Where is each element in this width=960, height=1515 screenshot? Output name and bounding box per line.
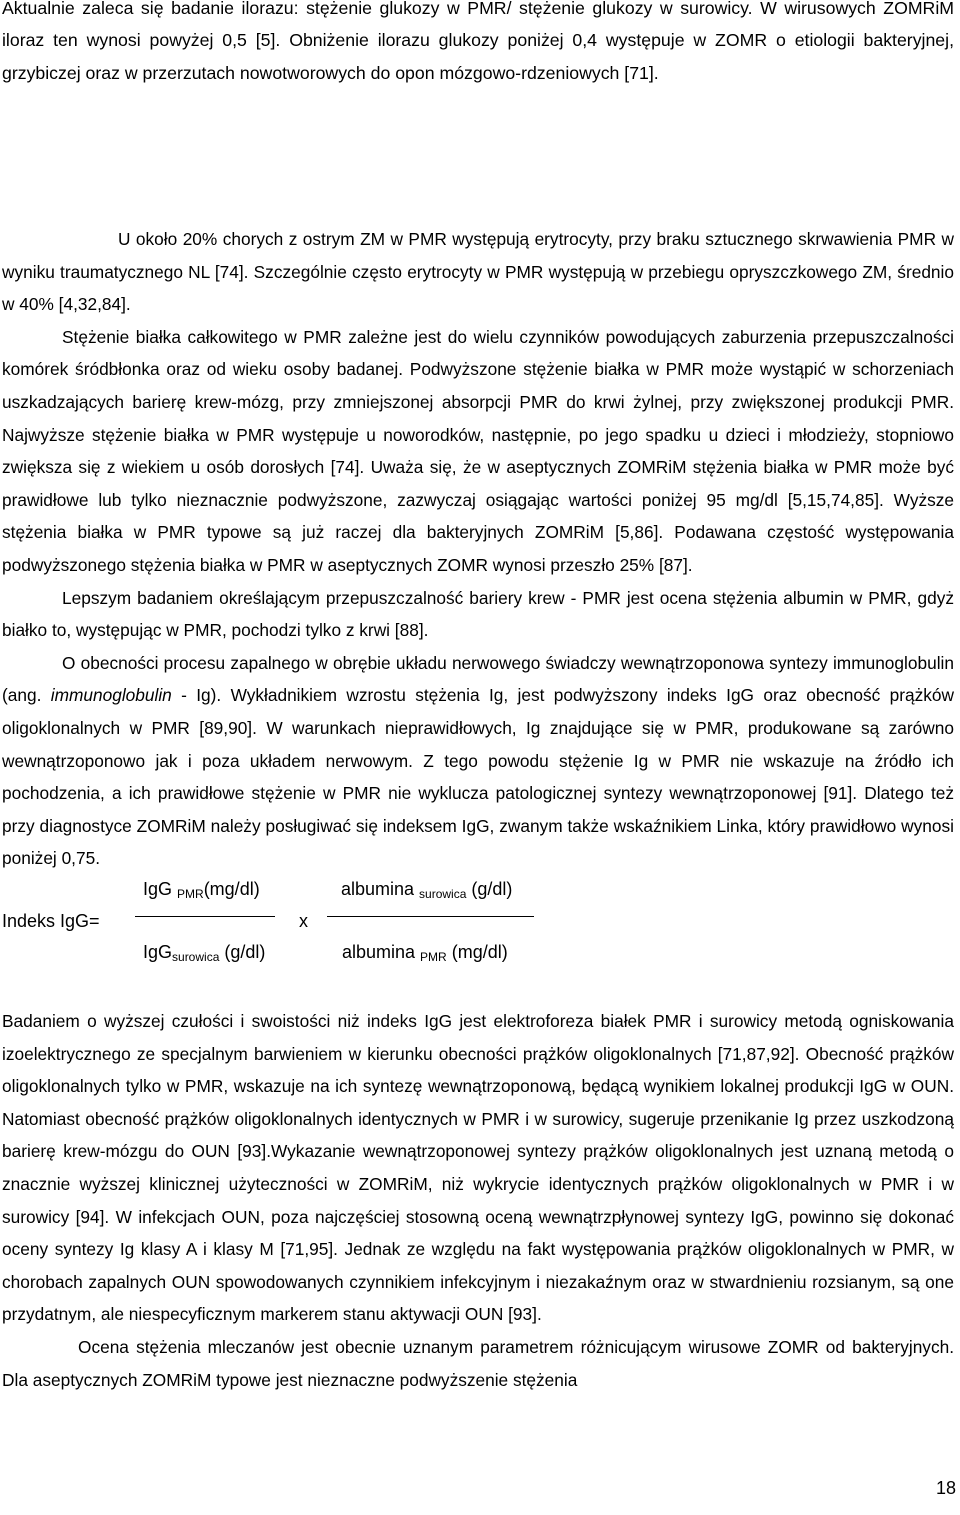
num2-unit: (g/dl) <box>466 879 513 899</box>
paragraph-albumin: Lepszym badaniem określającym przepuszczalność bariery krew - PMR jest ocena stężenia albumin w PMR, gdyż białko to, występując w PMR, pochodzi tylko z krwi [88]. <box>2 587 954 641</box>
formula-label: Indeks IgG= <box>2 911 100 931</box>
den2-unit: (mg/dl) <box>446 942 508 962</box>
num1-unit: (mg/dl) <box>203 879 260 899</box>
p5-end: - Ig). Wykładnikiem wzrostu stężenia Ig, jest podwyższony indeks IgG oraz obecność prążków oligoklonalnych w PMR [89,90]. W warunkach nieprawidłowych, Ig znajdujące się w PMR, produkowane są zarówno wewnątrzoponowo jak i poza układem nerwowym. Z tego powodu stężenie Ig w PMR nie wskazuje na źródło ich pochodzenia, a ich prawidłowe stężenie w PMR nie wyklucza patologicznej syntezy wewnątrzoponowej [91]. Dlatego też przy diagnostyce ZOMRiM należy posługiwać się indeksem IgG, zwanym także wskaźnikiem Linka, który prawidłowo wynosi poniżej 0,75. <box>2 685 954 869</box>
paragraph-glucose-ratio: Aktualnie zaleca się badanie ilorazu: stężenie glukozy w PMR/ stężenie glukozy w surowicy. W wirusowych ZOMRiM iloraz ten wynosi powyżej 0,5 [5]. Obniżenie ilorazu glukozy poniżej 0,4 występuje w ZOMR o etiologii bakteryjnej, grzybiczej oraz w przerzutach nowotworowych do opon mózgowo-rdzeniowych [71]. <box>2 0 954 83</box>
formula-numerator-2 <box>341 879 512 900</box>
fraction-line-1 <box>135 916 275 917</box>
p5-italic-term: immunoglobulin <box>50 685 172 706</box>
p5-start: O obecności procesu zapalnego w obrębie układu nerwowego świadczy wewnątrzoponowa syntezy immunoglobulin (ang. <box>2 652 954 706</box>
paragraph-total-protein: Stężenie białka całkowitego w PMR zależne jest do wielu czynników powodujących zaburzenia przepuszczalności komórek śródbłonka oraz od wieku osoby badanej. Podwyższone stężenie białka w PMR może wystąpić w schorzeniach uszkadzających barierę krew-mózg, przy zmniejszonej absorpcji PMR do krwi żylnej, przy zwiększonej produkcji PMR. Najwyższe stężenie białka w PMR występuje u noworodków, następnie, po jego spadku u dzieci i młodzieży, stopniowo zwiększa się z wiekiem u osób dorosłych [74]. Uważa się, że w aseptycznych ZOMRiM stężenia białka w PMR może być prawidłowe lub tylko nieznacznie podwyższone, zazwyczaj osiągając wartości poniżej 95 mg/dl [5,15,74,85]. Wyższe stężenia białka w PMR typowe są już raczej dla bakteryjnych ZOMRiM [5,86]. Podawana częstość występowania podwyższonego stężenia białka w PMR w aseptycznych ZOMR wynosi przeszło 25% [87]. <box>2 326 954 575</box>
formula-numerator-1 <box>143 879 260 900</box>
den1-unit: (g/dl) <box>219 942 266 962</box>
formula-denominator-2 <box>342 942 508 963</box>
formula-denominator-1 <box>143 942 265 963</box>
den1-sub: surowica <box>172 950 220 964</box>
paragraph-lactate: Ocena stężenia mleczanów jest obecnie uznanym parametrem różnicującym wirusowe ZOMR od bakteryjnych. Dla aseptycznych ZOMRiM typowe jest nieznaczne podwyższenie stężenia <box>2 1336 954 1390</box>
main-text-block-a <box>2 223 954 875</box>
num2-sub: surowica <box>419 887 467 901</box>
paragraph-erythrocytes: U około 20% chorych z ostrym ZM w PMR występują erytrocyty, przy braku sztucznego skrwawienia PMR w wyniku traumatycznego NL [74]. Szczególnie często erytrocyty w PMR występują w przebiegu opryszczkowego ZM, średnio w 40% [4,32,84]. <box>2 229 954 315</box>
num1-main: IgG <box>143 879 178 899</box>
page-number: 18 <box>935 1478 956 1498</box>
num1-sub: PMR <box>177 887 204 901</box>
fraction-line-2 <box>327 916 534 917</box>
igg-index-formula <box>0 874 960 974</box>
multiply-sign: x <box>299 911 308 931</box>
num2-main: albumina <box>341 879 420 899</box>
main-text-block-b <box>2 1005 954 1396</box>
den2-main: albumina <box>342 942 421 962</box>
paragraph-electrophoresis: Badaniem o wyższej czułości i swoistości niż indeks IgG jest elektroforeza białek PMR i surowicy metodą ogniskowania izoelektrycznego ze specjalnym barwieniem w kierunku obecności prążków oligoklonalnych [71,87,92]. Obecność prążków oligoklonalnych tylko w PMR, wskazuje na ich syntezę wewnątrzoponową, będącą wynikiem lokalnej produkcji IgG w OUN. Natomiast obecność prążków oligoklonalnych identycznych w PMR i w surowicy, sugeruje przenikanie Ig przez uszkodzoną barierę krew-mózgu do OUN [93].Wykazanie wewnątrzoponowej syntezy prążków oligoklonalnych jest uznaną metodą o znacznie wyższej klinicznej użyteczności w ZOMRiM, niż wykrycie identycznych prążków oligoklonalnych w PMR i w surowicy [94]. W infekcjach OUN, poza najczęściej stosowną oceną wewnątrzpłynowej syntezy IgG, powinno się dokonać oceny syntezy Ig klasy A i klasy M [71,95]. Jednak ze względu na fakt występowania prążków oligoklonalnych w PMR, w chorobach zapalnych OUN spowodowanych czynnikiem infekcyjnym i niezakaźnym oraz w stwardnieniu rozsianym, są one przydatnym, ale niespecyficznym markerem stanu aktywacji OUN [93]. <box>2 1011 954 1325</box>
den2-sub: PMR <box>420 950 447 964</box>
den1-main: IgG <box>143 942 173 962</box>
paragraph-immunoglobulins <box>2 647 954 875</box>
